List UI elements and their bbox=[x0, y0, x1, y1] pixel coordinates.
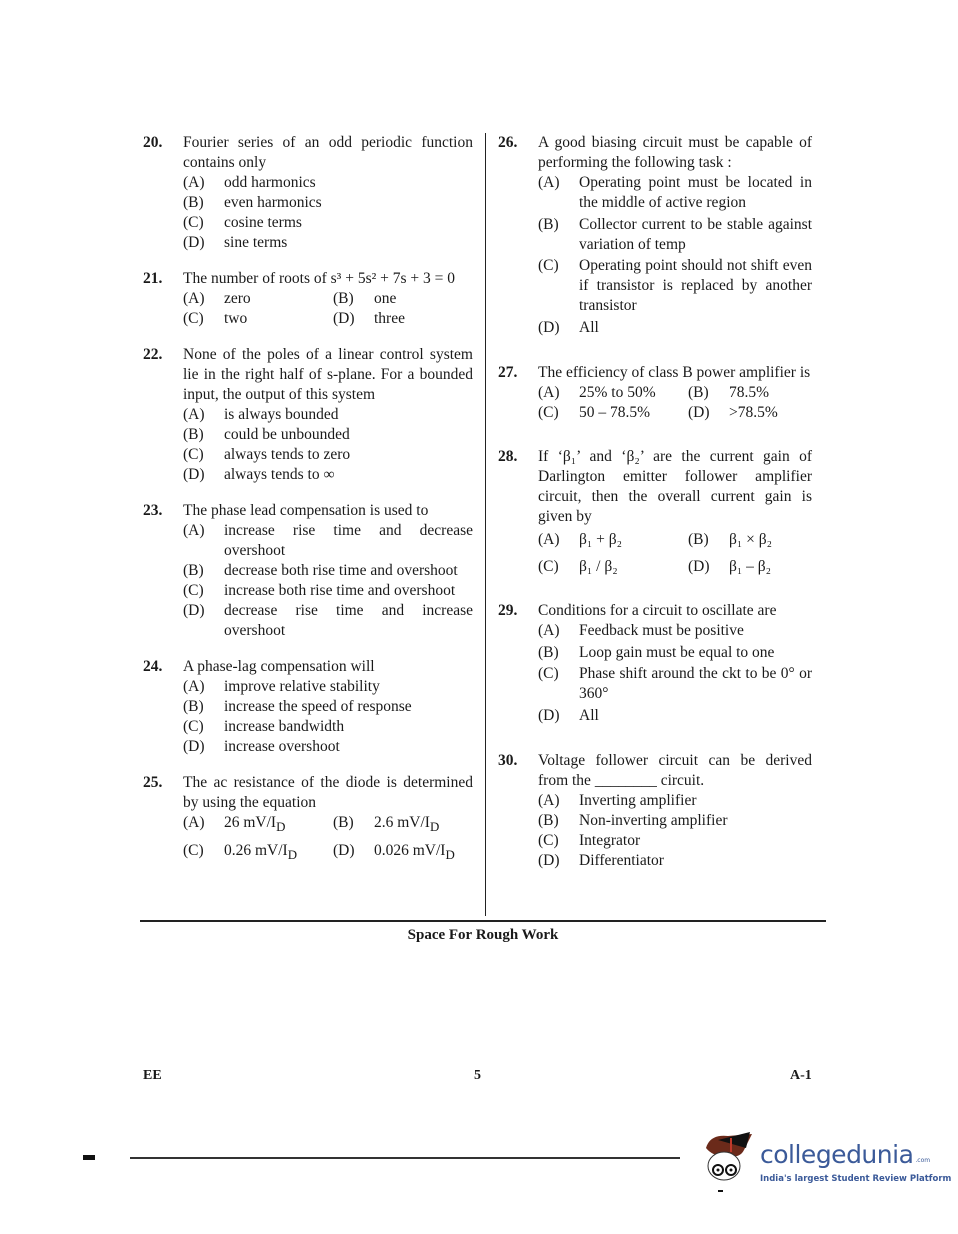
answer-options bbox=[183, 289, 473, 329]
option-label: (D) bbox=[183, 466, 205, 483]
answer-options bbox=[143, 521, 473, 641]
answer-option[interactable] bbox=[183, 581, 473, 601]
option-subscript: D bbox=[445, 847, 455, 863]
option-value: Operating point should not shift even if transistor is replaced by another transistor bbox=[579, 257, 812, 314]
option-label: (D) bbox=[183, 602, 205, 619]
logo-brand-text: collegedunia bbox=[760, 1140, 914, 1169]
option-label: (C) bbox=[183, 310, 204, 327]
option-text bbox=[579, 706, 812, 726]
bottom-rule bbox=[130, 1157, 680, 1159]
question-number: 28. bbox=[498, 448, 518, 465]
option-label: (C) bbox=[183, 718, 204, 735]
answer-option[interactable] bbox=[333, 813, 473, 837]
mascot-icon bbox=[700, 1128, 760, 1198]
option-text bbox=[579, 256, 812, 316]
answer-options bbox=[183, 813, 473, 865]
option-value: one bbox=[374, 290, 397, 307]
option-value: All bbox=[579, 318, 599, 336]
answer-options bbox=[498, 621, 812, 726]
option-value: 25% to 50% bbox=[579, 384, 656, 401]
option-text bbox=[224, 813, 333, 837]
question-25 bbox=[143, 773, 473, 865]
question-number: 30. bbox=[498, 752, 518, 769]
answer-option[interactable] bbox=[183, 289, 333, 309]
option-label: (B) bbox=[333, 290, 354, 307]
answer-option[interactable] bbox=[183, 841, 333, 865]
option-value: Operating point must be located in the middle of active region bbox=[579, 174, 812, 211]
answer-option[interactable] bbox=[183, 309, 333, 329]
option-label: (A) bbox=[183, 522, 205, 539]
option-label: (A) bbox=[538, 531, 560, 548]
option-value: 50 – 78.5% bbox=[579, 404, 651, 421]
option-subscript: D bbox=[429, 819, 440, 835]
option-text bbox=[579, 557, 688, 577]
option-value: zero bbox=[224, 290, 251, 307]
option-label: (B) bbox=[538, 812, 559, 829]
option-label: (D) bbox=[333, 310, 355, 327]
answer-option[interactable] bbox=[688, 383, 812, 403]
answer-option[interactable] bbox=[538, 530, 688, 550]
question-30 bbox=[498, 751, 812, 871]
option-text bbox=[579, 530, 688, 550]
option-text bbox=[374, 289, 473, 309]
option-text bbox=[224, 309, 333, 329]
option-value: β₁ + β₂ bbox=[579, 531, 623, 548]
right-column bbox=[485, 133, 812, 916]
answer-option[interactable] bbox=[183, 213, 473, 233]
question-stem: A good biasing circuit must be capable of performing the following task : bbox=[538, 134, 812, 171]
option-text bbox=[224, 601, 473, 641]
option-text bbox=[579, 215, 812, 255]
option-value: 26 mV/I bbox=[224, 814, 277, 831]
option-text bbox=[729, 383, 812, 403]
option-value: β₁ / β₂ bbox=[579, 558, 618, 575]
question-21 bbox=[143, 269, 473, 329]
answer-option[interactable] bbox=[333, 309, 473, 329]
option-text bbox=[224, 521, 473, 561]
option-value: improve relative stability bbox=[224, 678, 380, 695]
option-value: β₁ – β₂ bbox=[729, 558, 772, 575]
option-text bbox=[579, 403, 688, 423]
answer-option[interactable] bbox=[333, 289, 473, 309]
option-text bbox=[224, 677, 473, 697]
option-value: Integrator bbox=[579, 832, 641, 849]
answer-options bbox=[498, 791, 812, 871]
answer-options bbox=[143, 173, 473, 253]
option-value: increase rise time and decrease overshoot bbox=[224, 522, 473, 559]
option-label: (D) bbox=[538, 706, 560, 724]
question-number: 20. bbox=[143, 134, 163, 151]
option-label: (A) bbox=[538, 384, 560, 401]
option-label: (D) bbox=[688, 558, 710, 575]
question-number: 23. bbox=[143, 502, 163, 519]
answer-options bbox=[538, 383, 812, 423]
option-value: Phase shift around the ckt to be 0° or 360° bbox=[579, 665, 812, 702]
option-value: decrease both rise time and overshoot bbox=[224, 562, 458, 579]
answer-option[interactable] bbox=[183, 445, 473, 465]
option-text bbox=[579, 621, 812, 641]
option-label: (D) bbox=[333, 842, 355, 860]
option-text bbox=[224, 697, 473, 717]
option-text bbox=[579, 643, 812, 663]
option-label: (D) bbox=[183, 234, 205, 251]
answer-option[interactable] bbox=[538, 173, 812, 213]
question-number: 29. bbox=[498, 602, 518, 619]
question-stem: The efficiency of class B power amplifier is bbox=[538, 364, 811, 381]
answer-options bbox=[538, 530, 812, 577]
option-label: (C) bbox=[183, 842, 204, 860]
option-text bbox=[224, 233, 473, 253]
answer-option[interactable] bbox=[183, 737, 473, 757]
question-stem: A phase-lag compensation will bbox=[183, 658, 375, 675]
option-label: (A) bbox=[538, 792, 560, 809]
answer-option[interactable] bbox=[538, 643, 812, 663]
answer-option[interactable] bbox=[538, 403, 688, 423]
option-label: (D) bbox=[688, 404, 710, 421]
option-text bbox=[579, 318, 812, 338]
option-text bbox=[579, 173, 812, 213]
option-value: three bbox=[374, 310, 405, 327]
answer-option[interactable] bbox=[333, 841, 473, 865]
option-value: decrease rise time and increase overshoot bbox=[224, 602, 473, 639]
option-value: Non-inverting amplifier bbox=[579, 812, 728, 829]
option-value: 2.6 mV/I bbox=[374, 814, 430, 831]
answer-option[interactable] bbox=[183, 173, 473, 193]
option-label: (C) bbox=[538, 404, 559, 421]
answer-option[interactable] bbox=[538, 706, 812, 726]
option-value: increase bandwidth bbox=[224, 718, 345, 735]
option-value: Collector current to be stable against variation of temp bbox=[579, 215, 812, 253]
logo-brand-row bbox=[760, 1140, 951, 1170]
option-text bbox=[224, 405, 473, 425]
answer-option[interactable] bbox=[538, 215, 812, 255]
option-value: always tends to zero bbox=[224, 446, 351, 463]
option-label: (A) bbox=[538, 174, 560, 191]
answer-options bbox=[143, 405, 473, 485]
option-label: (B) bbox=[183, 698, 204, 715]
option-text bbox=[224, 561, 473, 581]
option-text bbox=[729, 530, 812, 550]
option-text bbox=[579, 851, 812, 871]
option-label: (A) bbox=[183, 406, 205, 423]
question-stem: The ac resistance of the diode is determined by using the equation bbox=[183, 774, 473, 811]
option-label: (A) bbox=[183, 174, 205, 191]
option-text bbox=[579, 811, 812, 831]
answer-option[interactable] bbox=[538, 811, 812, 831]
option-text bbox=[224, 717, 473, 737]
option-label: (D) bbox=[183, 738, 205, 755]
logo-text bbox=[760, 1128, 951, 1198]
option-text bbox=[579, 664, 812, 704]
option-text bbox=[374, 813, 473, 837]
option-label: (B) bbox=[688, 531, 709, 548]
option-value: 78.5% bbox=[729, 384, 770, 401]
answer-option[interactable] bbox=[538, 383, 688, 403]
question-26 bbox=[498, 133, 812, 339]
answer-option[interactable] bbox=[688, 530, 812, 550]
option-label: (C) bbox=[538, 257, 559, 274]
footer-paper-set: A-1 bbox=[790, 1068, 812, 1083]
answer-option[interactable] bbox=[183, 193, 473, 213]
answer-option[interactable] bbox=[538, 318, 812, 338]
option-value: 0.026 mV/I bbox=[374, 842, 446, 860]
option-label: (B) bbox=[183, 426, 204, 443]
question-number: 21. bbox=[143, 270, 163, 287]
question-stem: Voltage follower circuit can be derived from the ________ circuit. bbox=[538, 752, 812, 789]
answer-option[interactable] bbox=[183, 601, 473, 641]
option-value: cosine terms bbox=[224, 214, 302, 231]
option-label: (C) bbox=[538, 665, 559, 682]
answer-option[interactable] bbox=[183, 233, 473, 253]
option-label: (C) bbox=[183, 214, 204, 231]
option-value: >78.5% bbox=[729, 404, 778, 421]
question-27 bbox=[498, 363, 812, 423]
option-text bbox=[224, 737, 473, 757]
answer-option[interactable] bbox=[538, 791, 812, 811]
option-value: sine terms bbox=[224, 234, 288, 251]
option-value: Inverting amplifier bbox=[579, 792, 697, 809]
option-value: Loop gain must be equal to one bbox=[579, 643, 775, 661]
option-text bbox=[224, 581, 473, 601]
option-value: could be unbounded bbox=[224, 426, 350, 443]
question-stem: None of the poles of a linear control system lie in the right half of s-plane. For a bounded input, the output of this system bbox=[183, 346, 473, 403]
option-text bbox=[224, 425, 473, 445]
option-text bbox=[579, 831, 812, 851]
question-number: 22. bbox=[143, 346, 163, 363]
question-23 bbox=[143, 501, 473, 641]
answer-option[interactable] bbox=[538, 256, 812, 316]
answer-option[interactable] bbox=[538, 621, 812, 641]
answer-option[interactable] bbox=[183, 465, 473, 485]
answer-option[interactable] bbox=[183, 717, 473, 737]
option-value: increase both rise time and overshoot bbox=[224, 582, 456, 599]
option-label: (A) bbox=[183, 678, 205, 695]
option-text bbox=[224, 445, 473, 465]
scan-mark bbox=[83, 1155, 95, 1160]
option-label: (C) bbox=[183, 582, 204, 599]
question-columns bbox=[140, 133, 826, 916]
logo-tagline: India's largest Student Review Platform bbox=[760, 1174, 952, 1184]
option-text bbox=[224, 289, 333, 309]
question-29 bbox=[498, 601, 812, 727]
question-28 bbox=[498, 447, 812, 577]
option-label: (B) bbox=[538, 215, 559, 233]
option-label: (D) bbox=[538, 852, 560, 869]
answer-option[interactable] bbox=[183, 813, 333, 837]
option-text bbox=[579, 791, 812, 811]
option-label: (C) bbox=[538, 558, 559, 575]
answer-option[interactable] bbox=[183, 405, 473, 425]
answer-option[interactable] bbox=[183, 561, 473, 581]
option-label: (B) bbox=[538, 643, 559, 661]
option-value: All bbox=[579, 706, 599, 724]
option-value: β₁ × β₂ bbox=[729, 531, 773, 548]
left-column bbox=[140, 133, 485, 916]
question-stem: Fourier series of an odd periodic function contains only bbox=[183, 134, 473, 171]
question-sheet bbox=[140, 133, 826, 945]
logo-domain-text: .com bbox=[915, 1157, 931, 1164]
option-text bbox=[374, 841, 473, 865]
option-value: odd harmonics bbox=[224, 174, 316, 191]
answer-option[interactable] bbox=[538, 851, 812, 871]
option-text bbox=[374, 309, 473, 329]
question-number: 26. bbox=[498, 134, 518, 151]
option-label: (B) bbox=[183, 562, 204, 579]
option-text bbox=[729, 557, 812, 577]
option-label: (C) bbox=[183, 446, 204, 463]
collegedunia-logo bbox=[700, 1128, 950, 1198]
option-label: (B) bbox=[183, 194, 204, 211]
option-label: (B) bbox=[333, 814, 354, 831]
option-value: two bbox=[224, 310, 248, 327]
option-text bbox=[224, 841, 333, 865]
question-24 bbox=[143, 657, 473, 757]
option-value: increase overshoot bbox=[224, 738, 340, 755]
footer-page-number: 5 bbox=[474, 1068, 481, 1083]
question-number: 24. bbox=[143, 658, 163, 675]
answer-option[interactable] bbox=[183, 697, 473, 717]
question-20 bbox=[143, 133, 473, 253]
option-label: (D) bbox=[538, 318, 560, 336]
option-label: (A) bbox=[183, 814, 205, 831]
option-label: (A) bbox=[183, 290, 205, 307]
question-stem: The phase lead compensation is used to bbox=[183, 502, 429, 519]
option-text bbox=[729, 403, 812, 423]
answer-options bbox=[143, 677, 473, 757]
answer-option[interactable] bbox=[538, 831, 812, 851]
option-subscript: D bbox=[276, 819, 286, 835]
answer-option[interactable] bbox=[538, 664, 812, 704]
option-value: Differentiator bbox=[579, 852, 664, 869]
option-value: is always bounded bbox=[224, 406, 339, 423]
footer-subject-code: EE bbox=[143, 1068, 162, 1083]
option-text bbox=[224, 213, 473, 233]
answer-option[interactable] bbox=[688, 557, 812, 577]
answer-option[interactable] bbox=[688, 403, 812, 423]
option-label: (A) bbox=[538, 622, 560, 639]
option-label: (C) bbox=[538, 832, 559, 849]
option-label: (B) bbox=[688, 384, 709, 401]
question-number: 27. bbox=[498, 364, 518, 381]
section-divider bbox=[140, 920, 826, 922]
option-text bbox=[224, 193, 473, 213]
question-stem: If ‘β₁’ and ‘β₂’ are the current gain of Darlington emitter follower amplifier circuit, then the overall current gain is given by bbox=[538, 448, 812, 525]
rough-work-label: Space For Rough Work bbox=[407, 926, 559, 943]
answer-options bbox=[498, 173, 812, 338]
option-value: always tends to ∞ bbox=[224, 466, 335, 483]
question-22 bbox=[143, 345, 473, 485]
question-number: 25. bbox=[143, 774, 163, 791]
option-subscript: D bbox=[287, 847, 298, 863]
option-value: even harmonics bbox=[224, 194, 322, 211]
answer-option[interactable] bbox=[183, 677, 473, 697]
option-text bbox=[224, 465, 473, 485]
option-value: increase the speed of response bbox=[224, 698, 412, 715]
answer-option[interactable] bbox=[183, 521, 473, 561]
answer-option[interactable] bbox=[183, 425, 473, 445]
question-stem: The number of roots of s³ + 5s² + 7s + 3 = 0 bbox=[183, 270, 455, 287]
option-value: 0.26 mV/I bbox=[224, 842, 288, 860]
answer-option[interactable] bbox=[538, 557, 688, 577]
question-stem: Conditions for a circuit to oscillate are bbox=[538, 602, 777, 619]
option-text bbox=[224, 173, 473, 193]
option-text bbox=[579, 383, 688, 403]
option-value: Feedback must be positive bbox=[579, 622, 744, 639]
